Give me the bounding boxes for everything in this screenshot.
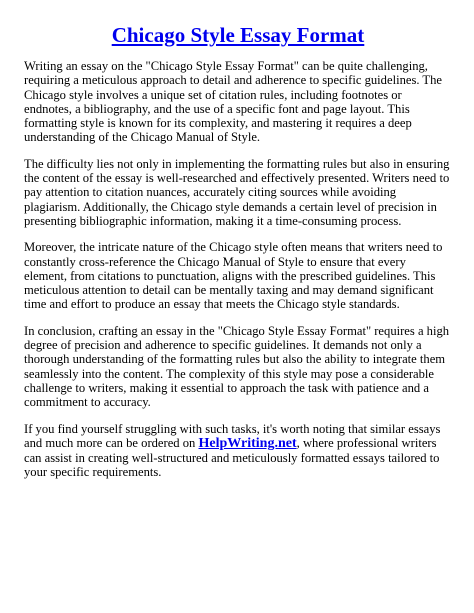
final-text-after-link: , where professional writers can assist in creating well-structured and meticulously formatted essays tailored to your specific requirements. xyxy=(24,435,440,480)
final-text-before-link: If you find yourself struggling with such tasks, it's worth noting that similar essays and much more can be ordered on xyxy=(24,421,441,450)
title-link[interactable]: Chicago Style Essay Format xyxy=(111,23,365,47)
helpwriting-link[interactable]: HelpWriting.net xyxy=(198,435,297,451)
paragraph-intro: Writing an essay on the "Chicago Style Essay Format" can be quite challenging, requiring a meticulous approach to detail and adherence to specific guidelines. The Chicago style involves a unique set of citation rules, including footnotes or endnotes, a bibliography, and the use of a specific font and page layout. This formatting style is known for its complexity, and mastering it requires a deep understanding of the Chicago Manual of Style. xyxy=(24,59,443,145)
paragraph-conclusion: In conclusion, crafting an essay in the "Chicago Style Essay Format" requires a high degree of precision and adherence to specific guidelines. It demands not only a thorough understanding of the formatting rules but also the ability to integrate them seamlessly into the content. The complexity of this style may pose a considerable challenge to writers, making it essential to approach the task with patience and a commitment to accuracy. xyxy=(24,323,450,410)
paragraph-moreover: Moreover, the intricate nature of the Chicago style often means that writers need to constantly cross-reference the Chicago Manual of Style to ensure that every element, from citations to punctuation, aligns with the prescribed guidelines. This meticulous attention to detail can be mentally taxing and may demand significant time and effort to produce an essay that meets the Chicago style standards. xyxy=(24,240,443,312)
paragraph-final xyxy=(24,422,452,480)
page-title xyxy=(24,22,452,48)
paragraph-difficulty: The difficulty lies not only in implementing the formatting rules but also in ensuring the content of the essay is well-researched and effectively presented. Writers need to pay attention to citation nuances, accurately citing sources while avoiding plagiarism. Additionally, the Chicago style demands a certain level of precision in presenting bibliographic information, making it a time-consuming process. xyxy=(24,156,450,228)
